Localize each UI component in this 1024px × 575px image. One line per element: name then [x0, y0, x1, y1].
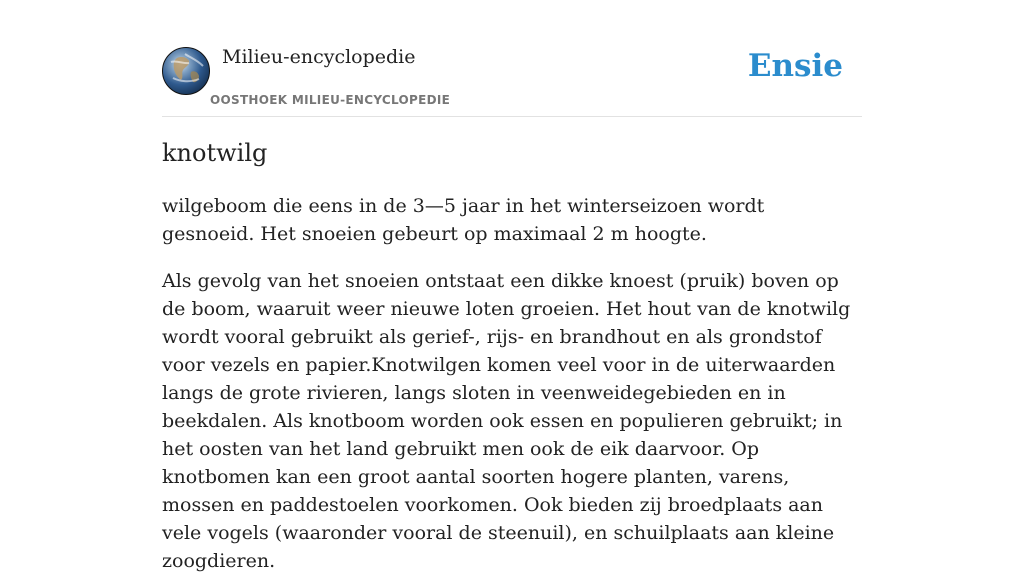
- site-subtitle: OOSTHOEK MILIEU-ENCYCLOPEDIE: [210, 93, 451, 107]
- site-header: [162, 0, 862, 117]
- earth-globe-icon[interactable]: [162, 47, 210, 95]
- page-container: [162, 0, 862, 572]
- ensie-logo[interactable]: Ensie: [747, 48, 843, 84]
- body-paragraph: Als gevolg van het snoeien ontstaat een dikke knoest (pruik) boven op de boom, waaruit weer nieuwe loten groeien. Het hout van de knotwilg wordt vooral gebruikt als gerief-, rijs- en brandhout en als grondstof voor vezels en papier.Knotwilgen komen veel voor in de uiterwaarden langs de grote rivieren, langs sloten in veenweidegebieden en in beekdalen. Als knotboom worden ook essen en populieren gebruikt; in het oosten van het land gebruikt men ook de eik daarvoor. Op knotbomen kan een groot aantal soorten hogere planten, varens, mossen en paddestoelen voorkomen. Ook bieden zij broedplaats aan vele vogels (waaronder vooral de steenuil), en schuilplaats aan kleine zoogdieren.: [162, 270, 851, 572]
- entry-title: knotwilg: [162, 139, 268, 167]
- definition-paragraph: wilgeboom die eens in de 3—5 jaar in het winterseizoen wordt gesnoeid. Het snoeien gebeurt op maximaal 2 m hoogte.: [162, 195, 765, 245]
- site-name-link[interactable]: Milieu-encyclopedie: [222, 46, 416, 68]
